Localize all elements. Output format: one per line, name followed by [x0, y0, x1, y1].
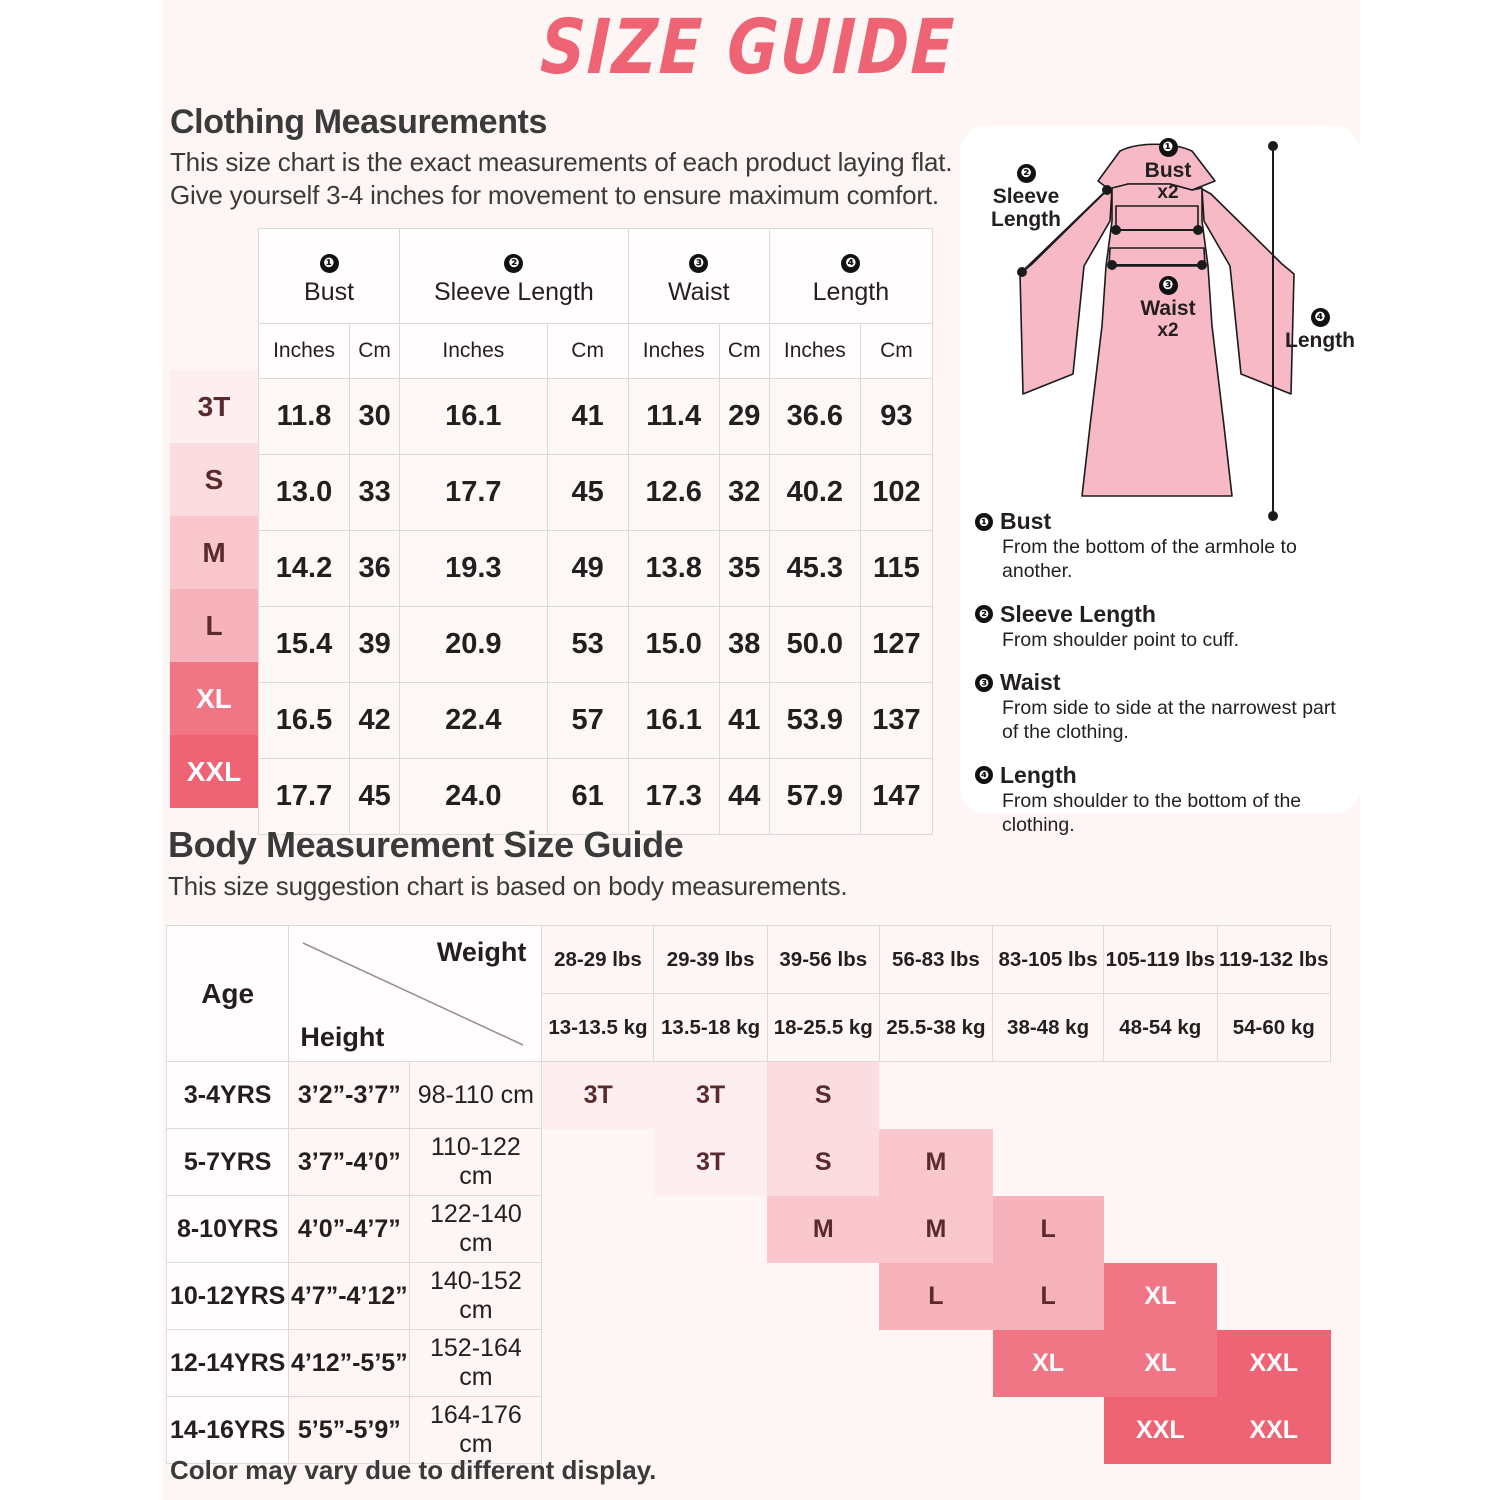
diagram-callout-bust [1128, 138, 1208, 204]
measure-value: 50.0 [769, 607, 860, 683]
diagram-sleeve-label: Sleeve [992, 185, 1060, 208]
unit-header: Inches [259, 324, 350, 379]
unit-header: Cm [719, 324, 769, 379]
size-suggestion-cell [1104, 1196, 1217, 1263]
clothing-measurements-table [258, 228, 933, 835]
table-row [259, 607, 933, 683]
size-suggestion-cell [1217, 1062, 1330, 1129]
weight-lbs-header: 105-119 lbs [1104, 926, 1217, 994]
size-suggestion-cell: XXL [1104, 1397, 1217, 1464]
measure-group-label: Waist [667, 277, 730, 306]
measure-value: 20.9 [400, 607, 547, 683]
measure-value: 45.3 [769, 531, 860, 607]
measure-value: 42 [350, 683, 400, 759]
measure-group-label: Sleeve Length [433, 277, 594, 306]
body-header-row-lbs [167, 926, 1331, 994]
measure-value: 29 [719, 379, 769, 455]
size-suggestion-cell [879, 1397, 992, 1464]
unit-header: Inches [400, 324, 547, 379]
age-cell: 10-12YRS [167, 1263, 289, 1330]
weight-header: Weight [436, 936, 527, 967]
size-suggestion-cell [767, 1397, 879, 1464]
height-inches-cell: 3’7”-4’0” [289, 1129, 410, 1196]
measure-value: 24.0 [400, 759, 547, 835]
size-suggestion-cell: 3T [654, 1129, 767, 1196]
legend-term: Waist [1000, 669, 1061, 696]
table-row [167, 1263, 1331, 1330]
size-suggestion-cell: M [879, 1129, 992, 1196]
diagram-callout-length [1282, 308, 1358, 352]
measure-value: 41 [719, 683, 769, 759]
size-suggestion-cell: XXL [1217, 1397, 1330, 1464]
measure-value: 11.4 [628, 379, 719, 455]
measure-value: 17.3 [628, 759, 719, 835]
badge-3-icon: ❸ [1159, 276, 1178, 295]
measure-value: 45 [350, 759, 400, 835]
badge-1-icon: ❶ [1159, 138, 1178, 157]
size-suggestion-cell [542, 1397, 654, 1464]
diagram-callout-waist [1126, 276, 1210, 342]
legend-term-row [975, 601, 1347, 628]
size-suggestion-cell [879, 1062, 992, 1129]
diagram-length-label: Length [1285, 329, 1355, 352]
size-suggestion-cell [993, 1397, 1104, 1464]
legend-term: Bust [1000, 508, 1052, 534]
measure-value: 41 [547, 379, 628, 455]
measure-group-label: Bust [304, 277, 355, 306]
measure-value: 36 [350, 531, 400, 607]
legend-term-row [975, 762, 1347, 789]
weight-lbs-header: 119-132 lbs [1217, 926, 1330, 994]
legend-item [975, 762, 1347, 838]
size-suggestion-cell: S [767, 1062, 879, 1129]
clothing-heading: Clothing Measurements [170, 103, 547, 141]
height-cm-cell: 164-176 cm [410, 1397, 542, 1464]
measure-value: 22.4 [400, 683, 547, 759]
size-suggestion-cell [1104, 1062, 1217, 1129]
measure-group-header [769, 229, 932, 324]
measure-value: 13.8 [628, 531, 719, 607]
clothing-size-label: 3T [170, 370, 258, 443]
clothing-size-column [170, 370, 258, 808]
badge-icon: ❹ [841, 254, 860, 273]
page-title: SIZE GUIDE [538, 2, 958, 92]
table-row [167, 1330, 1331, 1397]
size-suggestion-cell [542, 1196, 654, 1263]
measure-group-header [259, 229, 400, 324]
measure-value: 61 [547, 759, 628, 835]
size-suggestion-cell: 3T [542, 1062, 654, 1129]
clothing-size-label: XL [170, 662, 258, 735]
size-suggestion-cell [654, 1330, 767, 1397]
measure-group-header [628, 229, 769, 324]
diagram-bust-label: Bust [1144, 159, 1192, 182]
weight-kg-header: 54-60 kg [1217, 994, 1330, 1062]
weight-kg-header: 13.5-18 kg [654, 994, 767, 1062]
measure-value: 33 [350, 455, 400, 531]
measure-value: 127 [860, 607, 932, 683]
weight-lbs-header: 28-29 lbs [542, 926, 654, 994]
unit-header: Inches [628, 324, 719, 379]
age-cell: 12-14YRS [167, 1330, 289, 1397]
weight-kg-header: 13-13.5 kg [542, 994, 654, 1062]
measure-value: 147 [860, 759, 932, 835]
size-suggestion-cell [1217, 1196, 1330, 1263]
measure-value: 32 [719, 455, 769, 531]
height-inches-cell: 5’5”-5’9” [289, 1397, 410, 1464]
measure-value: 44 [719, 759, 769, 835]
clothing-size-label: L [170, 589, 258, 662]
height-cm-cell: 152-164 cm [410, 1330, 542, 1397]
height-inches-cell: 3’2”-3’7” [289, 1062, 410, 1129]
measure-value: 102 [860, 455, 932, 531]
footnote: Color may vary due to different display. [170, 1455, 657, 1485]
size-suggestion-cell [654, 1397, 767, 1464]
height-inches-cell: 4’12”-5’5” [289, 1330, 410, 1397]
badge-icon: ❷ [975, 605, 993, 623]
badge-4-icon: ❹ [1311, 308, 1330, 327]
table-row [259, 455, 933, 531]
measure-value: 11.8 [259, 379, 350, 455]
measure-value: 16.1 [400, 379, 547, 455]
measure-value: 38 [719, 607, 769, 683]
diagram-waist-note: x2 [1157, 320, 1179, 342]
size-suggestion-cell [993, 1062, 1104, 1129]
measure-value: 53.9 [769, 683, 860, 759]
weight-lbs-header: 29-39 lbs [654, 926, 767, 994]
size-suggestion-cell: M [767, 1196, 879, 1263]
body-subtitle: This size suggestion chart is based on body measurements. [168, 871, 848, 901]
table-row [167, 1196, 1331, 1263]
size-suggestion-cell [767, 1330, 879, 1397]
table-row [167, 1062, 1331, 1129]
measure-value: 137 [860, 683, 932, 759]
height-header: Height [300, 1021, 385, 1052]
measure-value: 45 [547, 455, 628, 531]
legend-term-row [975, 669, 1347, 696]
measure-value: 14.2 [259, 531, 350, 607]
measurement-legend [975, 508, 1347, 854]
legend-item [975, 669, 1347, 745]
measure-value: 49 [547, 531, 628, 607]
age-cell: 8-10YRS [167, 1196, 289, 1263]
measure-value: 35 [719, 531, 769, 607]
unit-header: Cm [350, 324, 400, 379]
measure-value: 19.3 [400, 531, 547, 607]
unit-header: Cm [547, 324, 628, 379]
legend-item [975, 508, 1347, 584]
size-suggestion-cell [1217, 1263, 1330, 1330]
measure-value: 53 [547, 607, 628, 683]
size-suggestion-cell: L [993, 1196, 1104, 1263]
unit-header: Inches [769, 324, 860, 379]
size-suggestion-cell: M [879, 1196, 992, 1263]
height-cm-cell: 110-122 cm [410, 1129, 542, 1196]
measure-group-header [400, 229, 629, 324]
table-row [167, 1129, 1331, 1196]
weight-height-diagonal-header [289, 926, 542, 1062]
clothing-subtitle-line1: This size chart is the exact measurements of each product laying flat. [170, 147, 953, 177]
weight-lbs-header: 83-105 lbs [993, 926, 1104, 994]
weight-kg-header: 38-48 kg [993, 994, 1104, 1062]
measure-value: 17.7 [400, 455, 547, 531]
table-row [259, 683, 933, 759]
measure-value: 57 [547, 683, 628, 759]
height-cm-cell: 140-152 cm [410, 1263, 542, 1330]
measure-value: 15.4 [259, 607, 350, 683]
weight-kg-header: 48-54 kg [1104, 994, 1217, 1062]
legend-desc: From shoulder to the bottom of the clothing. [1002, 789, 1302, 836]
right-margin [1360, 0, 1500, 1500]
table-row [167, 1397, 1331, 1464]
age-header: Age [167, 926, 289, 1062]
measure-value: 30 [350, 379, 400, 455]
height-inches-cell: 4’7”-4’12” [289, 1263, 410, 1330]
body-heading: Body Measurement Size Guide [168, 824, 684, 865]
size-suggestion-cell [542, 1263, 654, 1330]
legend-desc: From side to side at the narrowest part of the clothing. [1002, 697, 1336, 744]
measure-value: 39 [350, 607, 400, 683]
size-suggestion-cell [993, 1129, 1104, 1196]
size-suggestion-cell [542, 1330, 654, 1397]
badge-icon: ❸ [975, 674, 993, 692]
legend-item [975, 601, 1347, 653]
age-cell: 3-4YRS [167, 1062, 289, 1129]
badge-icon: ❶ [320, 254, 339, 273]
badge-2-icon: ❷ [1017, 164, 1036, 183]
legend-term: Length [1000, 761, 1077, 788]
badge-icon: ❸ [689, 254, 708, 273]
measure-value: 15.0 [628, 607, 719, 683]
legend-desc: From shoulder point to cuff. [1002, 628, 1240, 651]
size-suggestion-cell [654, 1263, 767, 1330]
measure-value: 17.7 [259, 759, 350, 835]
height-inches-cell: 4’0”-4’7” [289, 1196, 410, 1263]
badge-icon: ❶ [975, 513, 993, 531]
size-suggestion-cell [1217, 1129, 1330, 1196]
size-suggestion-cell [879, 1330, 992, 1397]
table-row [259, 531, 933, 607]
badge-icon: ❹ [975, 766, 993, 784]
legend-term: Sleeve Length [1000, 600, 1156, 627]
size-suggestion-cell: L [993, 1263, 1104, 1330]
measure-value: 40.2 [769, 455, 860, 531]
legend-desc: From the bottom of the armhole to another. [1002, 536, 1297, 582]
size-suggestion-cell [1104, 1129, 1217, 1196]
size-suggestion-cell: XL [993, 1330, 1104, 1397]
size-suggestion-cell: XL [1104, 1330, 1217, 1397]
size-suggestion-cell [654, 1196, 767, 1263]
age-cell: 14-16YRS [167, 1397, 289, 1464]
measure-value: 16.5 [259, 683, 350, 759]
measure-value: 57.9 [769, 759, 860, 835]
measure-value: 13.0 [259, 455, 350, 531]
weight-kg-header: 25.5-38 kg [879, 994, 992, 1062]
measure-value: 93 [860, 379, 932, 455]
measure-value: 36.6 [769, 379, 860, 455]
height-cm-cell: 98-110 cm [410, 1062, 542, 1129]
size-suggestion-cell: 3T [654, 1062, 767, 1129]
size-suggestion-cell [767, 1263, 879, 1330]
weight-lbs-header: 56-83 lbs [879, 926, 992, 994]
body-measurement-table [166, 925, 1331, 1464]
age-cell: 5-7YRS [167, 1129, 289, 1196]
body-measurement-table-wrap [166, 925, 1331, 1464]
left-margin [0, 0, 163, 1500]
legend-term-row [975, 508, 1347, 535]
size-suggestion-cell: S [767, 1129, 879, 1196]
weight-kg-header: 18-25.5 kg [767, 994, 879, 1062]
clothing-subtitle-line2: Give yourself 3-4 inches for movement to ensure maximum comfort. [170, 180, 939, 211]
weight-lbs-header: 39-56 lbs [767, 926, 879, 994]
unit-header: Cm [860, 324, 932, 379]
clothing-size-label: M [170, 516, 258, 589]
measure-value: 12.6 [628, 455, 719, 531]
diagram-waist-label: Waist [1140, 297, 1196, 320]
size-suggestion-cell: XXL [1217, 1330, 1330, 1397]
diagram-callout-sleeve [970, 164, 1082, 231]
table-row [259, 379, 933, 455]
clothing-size-label: XXL [170, 735, 258, 808]
size-suggestion-cell: XL [1104, 1263, 1217, 1330]
size-suggestion-cell [542, 1129, 654, 1196]
diagram-sleeve-label2: Length [991, 207, 1061, 231]
height-cm-cell: 122-140 cm [410, 1196, 542, 1263]
badge-icon: ❷ [504, 254, 523, 273]
measure-group-label: Length [812, 277, 890, 306]
measure-value: 115 [860, 531, 932, 607]
clothing-size-label: S [170, 443, 258, 516]
diagram-bust-note: x2 [1157, 182, 1179, 204]
measure-value: 16.1 [628, 683, 719, 759]
size-suggestion-cell: L [879, 1263, 992, 1330]
